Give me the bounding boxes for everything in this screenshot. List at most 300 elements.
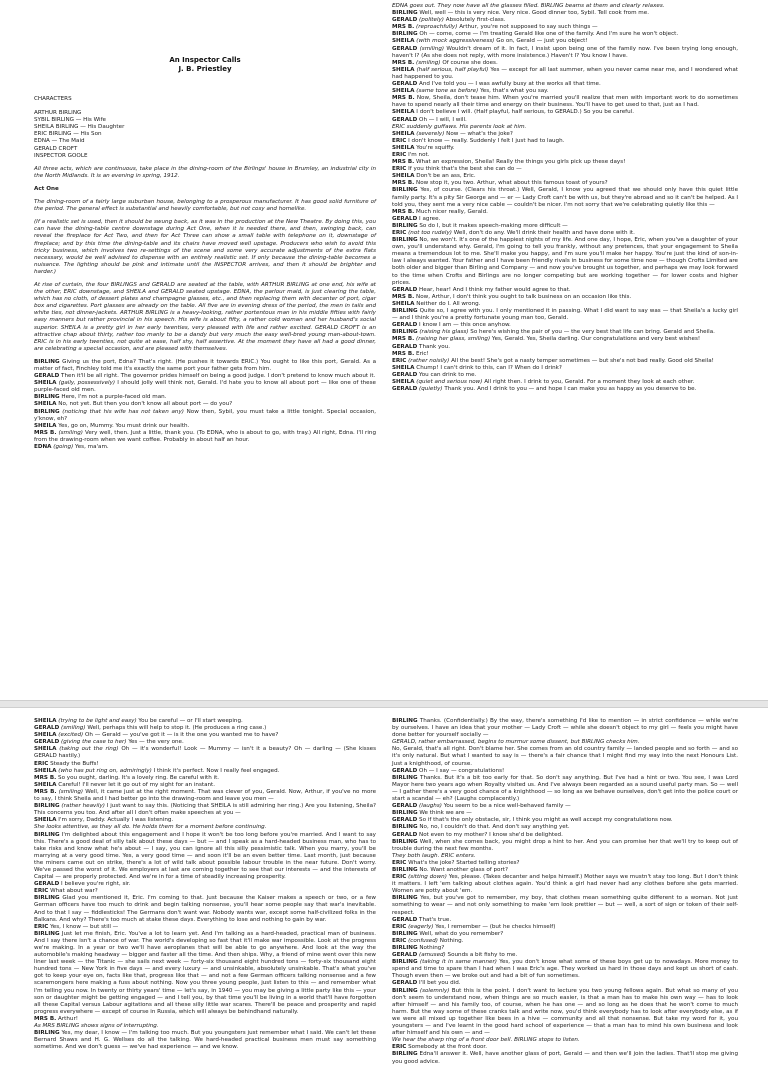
dialogue-text: Chump! I can't drink to this, can I? When do I drink? (416, 364, 562, 371)
character-entry: INSPECTOR GOOLE (34, 152, 88, 159)
speaker-name: SHEILA (392, 66, 415, 73)
speaker-name: ERIC (392, 357, 407, 364)
character-entry: SHEILA BIRLING — His Daughter (34, 124, 125, 131)
dialogue-line (392, 216, 738, 223)
dialogue-line (392, 209, 738, 216)
speaker-name: SHEILA (392, 109, 415, 116)
dialogue-text: All the best! She's got a nasty temper sometimes — but she's not bad really. Good old Sheila! (451, 357, 714, 364)
dialogue-line (392, 131, 738, 138)
dialogue-text: Yes, my dear, I know — I'm talking too much. But you youngsters just remember what I said. We can't let these Bernard Shaws and H. G. Wellses do all the talking. We hard-headed practical business men must say something sometime. And we don't guess — we've had experience — and we know. (34, 1030, 377, 1051)
stage-direction: (rather heavily) (61, 803, 105, 810)
dialogue-line (392, 81, 738, 88)
dialogue-line (392, 739, 738, 746)
act-heading: Act One (34, 185, 59, 192)
dialogue-text: Now then, Sybil, you must take a little tonight. Special occasion, y'know, eh? (34, 408, 376, 422)
stage-direction: (smiling) (416, 59, 441, 66)
dialogue-text: Now — what's the joke? (446, 130, 513, 137)
page-1-left-column (34, 78, 376, 451)
dialogue-text: Yes, you don't know what some of these boys get up to nowadays. More money to spend and time to spare than I had when I was Eric's age. They worked us hard in those days and kept us short of cash. Though even then — we broke out and had a bit of fun sometimes. (392, 959, 739, 980)
character-entry: ARTHUR BIRLING (34, 110, 82, 117)
character-entry: EDNA — The Maid (34, 138, 85, 145)
stage-direction: They both laugh. ERIC enters. (392, 852, 476, 859)
speaker-name: BIRLING (392, 959, 418, 966)
dialogue-line (392, 746, 738, 767)
dialogue-text: Here, I'm not a purple-faced old man. (61, 394, 167, 401)
speaker-name: SHEILA (392, 88, 415, 95)
dialogue-line (392, 867, 738, 874)
dialogue-line (34, 1030, 376, 1051)
characters-list (34, 110, 376, 160)
speaker-name: MRS B. (392, 208, 415, 215)
dialogue-line (392, 839, 738, 853)
dialogue-text: I don't believe I will. (Half playful, half serious, to GERALD.) So you be careful. (416, 109, 635, 116)
dialogue-line (392, 230, 738, 237)
speaker-name: BIRLING (34, 930, 60, 937)
speaker-name: ERIC (392, 151, 407, 158)
dialogue-text: Not even to my mother? I know she'd be delighted. (419, 831, 563, 838)
dialogue-text: Just let me finish, Eric. You've a lot to learn yet. And I'm talking as a hard-headed, practical man of business. And I say there isn't a chance of war. The world's developing so fast that it'll make war impossible. Look at the progress we're making. In a year or two we'll have aeroplanes that will be able to go anywhere. And look at the way the automobile's making headway — bigger and faster all the time. And then ships. Why, a friend of mine went over this new liner last week — the Titanic — she sails next week — forty-six thousand eight hundred tons — forty-six thousand eight hundred tons — New York in five days — and every luxury — and unsinkable, absolutely unsinkable. That's what you've got to keep your eye on, facts like that, progress like that — and not a few German officers talking nonsense and a few scaremongers here making a fuss about nothing. Now you three young people, just listen to this — and remember what I'm telling you now. In twenty or thirty years' time — let's say, in 1940 — you may be giving a little party like this — your son or daughter might be getting engaged — and I tell you, by that time you'll be living in a world that'll have forgotten all these Capital versus Labour agitations and all these silly little war scares. There'll be peace and prosperity and rapid progress everywhere — except of course in Russia, which will always be behindhand naturally. (34, 930, 376, 1015)
dialogue-text: Well, when she comes back, you might drop a hint to her. And you can promise her that we'll try to keep out of trouble during the next few months. (392, 838, 739, 852)
dialogue-text: I should jolly well think not, Gerald. I'd hate you to know all about port — like one of these purple-faced old men. (34, 380, 376, 394)
speaker-name: ERIC (34, 760, 49, 767)
dialogue-line (392, 336, 738, 343)
document-title: An Inspector Calls (169, 56, 241, 64)
dialogue-line (392, 924, 738, 931)
speaker-name: SHEILA (392, 144, 415, 151)
dialogue-text: What an expression, Sheila! Really the things you girls pick up these days! (416, 159, 626, 166)
speaker-name: SHEILA (34, 718, 57, 724)
speaker-name: BIRLING (34, 1030, 60, 1037)
dialogue-line (392, 329, 738, 336)
dialogue-text: I'll bet you did. (419, 980, 461, 987)
dialogue-text: Thanks. But it's a bit too early for that. So don't say anything. But I've had a hint or two. You see, I was Lord Mayor here two years ago when Royalty visited us. And I've always been regarded as a sound useful party man. So — well — I gather there's a very good chance of a knighthood — so long as we behave ourselves, don't get into the police court or start a scandal — eh? (Laughs complacently.) (392, 774, 739, 803)
speaker-name: GERALD (392, 916, 418, 923)
dialogue-line (34, 725, 376, 732)
dialogue-line (392, 824, 738, 831)
dialogue-line (392, 372, 738, 379)
dialogue-text: Thank you. And I drink to you — and hope I can make you as happy as you deserve to be. (444, 386, 697, 393)
stage-direction: ERIC suddenly guffaws. His parents look at him. (392, 123, 527, 130)
dialogue-text: Quite so, I agree with you. I only mentioned it in passing. What I did want to say was — that Sheila's a lucky girl — and I think you're a pretty fortunate young man too, Gerald. (392, 308, 738, 322)
speaker-name: GERALD (392, 45, 418, 52)
dialogue-line (34, 931, 376, 1016)
stage-direction: (smiling) (58, 788, 84, 795)
dialogue-line (392, 980, 738, 987)
dialogue-line (34, 444, 376, 451)
speaker-name: ERIC (392, 230, 407, 236)
speaker-name: SHEILA (34, 746, 57, 753)
setting-note: All three acts, which are continuous, take place in the dining-room of the Birlings' house in Brumley, an industrial city in the North Midlands. It is an evening in spring, 1912. (34, 165, 376, 179)
dialogue-line (34, 746, 376, 760)
speaker-name: GERALD (34, 881, 60, 888)
dialogue-text: I think it's perfect. Now I really feel engaged. (153, 767, 280, 774)
dialogue-text: No, we won't. It's one of the happiest nights of my life. And one day, I hope, Eric, when you've a daughter of your own, you'll understand why. Gerald, I'm going to tell you frankly, without any pretences, that your engagement to Sheila means a tremendous lot to me. She'll make you happy, and I'm sure you'll make her happy. You're just the kind of son-in-law I always wanted. Your father and I have been friendly rivals in business for some time now — though Crofts Limited are both older and bigger than Birling and Company — and now you've brought us together, and perhaps we may look forward to the time when Crofts and Birlings are no longer competing but are working together — for lower costs and higher prices. (392, 237, 738, 286)
speaker-name: GERALD (392, 286, 418, 293)
stage-direction: GERALD, rather embarrassed, begins to murmur some dissent, but BIRLING checks him. (392, 739, 640, 746)
dialogue-text: You be careful — or I'll start weeping. (138, 718, 243, 724)
dialogue-text: Yes, that's what you say. (480, 88, 549, 95)
dialogue-text: No. Want another glass of port? (419, 866, 508, 873)
dialogue-text: Oh — Gerald — you've got it — is it the one you wanted me to have? (85, 732, 279, 739)
dialogue-text: I'm not. (408, 151, 430, 158)
dialogue-line (392, 365, 738, 372)
stage-direction: (smiling) (58, 429, 83, 436)
dialogue-text: No, no, I couldn't do that. And don't say anything yet. (419, 824, 570, 831)
speaker-name: MRS B. (34, 429, 57, 436)
dialogue-line (34, 768, 376, 775)
dialogue-text: So if that's the only obstacle, sir, I think you might as well accept my congratulations now. (419, 817, 673, 824)
dialogue-text: I'm sorry, Daddy. Actually I was listening. (58, 817, 174, 824)
dialogue-text: Yes — the very one. (128, 739, 184, 746)
dialogue-line (392, 223, 738, 230)
dialogue-line (392, 931, 738, 938)
speaker-name: BIRLING (392, 895, 418, 902)
speaker-name: BIRLING (34, 895, 60, 902)
dialogue-line (34, 761, 376, 768)
dialogue-line (392, 952, 738, 959)
dialogue-text: You can drink to me. (419, 371, 477, 378)
speaker-name: BIRLING (34, 803, 60, 810)
dialogue-text: No, Gerald, that's all right. Don't blame her. She comes from an old country family — landed people and so forth — and so it's only natural. But what I wanted to say is — there's a fair chance that I might find my way into the next Honours List. Just a knighthood, of course. (392, 746, 738, 767)
dialogue-line (392, 768, 738, 775)
dialogue-line (392, 109, 738, 116)
stage-direction: (excited) (58, 732, 84, 739)
stage-direction: (smiling) (61, 725, 86, 732)
dialogue-text: Neither do I. All wrong. (416, 300, 481, 307)
speaker-name: BIRLING (34, 831, 60, 838)
speaker-name: MRS B. (392, 95, 415, 102)
speaker-name: BIRLING (392, 187, 418, 194)
speaker-name: SHEILA (392, 364, 415, 371)
dialogue-line (392, 117, 738, 124)
dialogue-line (392, 895, 738, 916)
dialogue-text: Oh — I say — congratulations! (419, 767, 505, 774)
dialogue-line (34, 423, 376, 430)
speaker-name: SHEILA (34, 732, 57, 739)
stage-direction: (taking out the ring) (59, 746, 119, 753)
dialogue-line (392, 145, 738, 152)
dialogue-line (392, 775, 738, 803)
speaker-name: BIRLING (34, 394, 60, 401)
speaker-name: GERALD (392, 215, 418, 222)
speaker-name: MRS B. (392, 350, 415, 357)
speaker-name: GERALD (34, 373, 60, 380)
dialogue-line (34, 380, 376, 394)
speaker-name: SHEILA (392, 378, 415, 385)
dialogue-line (392, 166, 738, 173)
speaker-name: ERIC (34, 888, 49, 895)
speaker-name: MRS B. (392, 159, 415, 166)
dialogue-text: Well, well — this is very nice. Very nice. Good dinner too, Sybil. Tell cook from me. (419, 10, 649, 17)
dialogue-text: Yes, please. (Takes decanter and helps himself.) Mother says we mustn't stay too long. But I don't think it matters. I left 'em talking about clothes again. You'd think a girl had never had any clothes before she gets married. Women are potty about 'em. (392, 874, 738, 895)
stage-direction: (politely) (419, 17, 444, 24)
speaker-name: SHEILA (392, 130, 415, 137)
dialogue-line (34, 401, 376, 408)
dialogue-line (34, 789, 376, 803)
stage-direction: (raising her glass, smiling) (416, 336, 491, 343)
stage-direction: (smiling) (419, 45, 445, 52)
dialogue-line (34, 803, 376, 817)
dialogue-line (392, 817, 738, 824)
dialogue-text: Go on, Gerald — just you object! (496, 38, 588, 45)
dialogue-line (392, 860, 738, 867)
stage-direction: (who has put ring on, admiringly) (58, 767, 152, 774)
dialogue-line (392, 138, 738, 145)
dialogue-line (34, 782, 376, 789)
dialogue-line (392, 344, 738, 351)
stage-direction: (sitting down) (408, 874, 447, 881)
dialogue-line (34, 409, 376, 423)
dialogue-text: Then it'll be all right. The governor prides himself on being a good judge. I don't pretend to know much about it. (61, 373, 376, 380)
speaker-name: GERALD (392, 817, 418, 824)
dialogue-text: Oh — it's wonderful! Look — Mummy — isn't it a beauty? Oh — darling — (She kisses GERALD hastily.) (34, 746, 376, 760)
document-author: J. B. Priestley (178, 65, 232, 73)
dialogue-text: Giving us the port, Edna? That's right. (He pushes it towards ERIC.) You ought to like this port, Gerald. As a matter of fact, Finchley told me it's exactly the same port your father gets from him. (34, 358, 376, 372)
speaker-name: SHEILA (392, 173, 415, 180)
dialogue-text: Yes — except for all last summer, when you never came near me, and I wondered what had happened to you. (392, 66, 738, 80)
dialogue-block (392, 718, 738, 1066)
dialogue-line (392, 301, 738, 308)
dialogue-line (392, 386, 738, 393)
dialogue-line (392, 322, 738, 329)
speaker-name: SHEILA (34, 380, 57, 387)
dialogue-text: Glad you mentioned it, Eric. I'm coming to that. Just because the Kaiser makes a speech or two, or a few German officers have too much to drink and begin talking nonsense, you'll hear some people say that war's inevitable. And to that I say — fiddlesticks! The Germans don't want war. Nobody wants war, except some half-civilized folks in the Balkans. And why? There's too much at stake these days. Everything to lose and nothing to gain by war. (34, 895, 377, 923)
dialogue-line (34, 881, 376, 888)
dialogue-line (34, 373, 376, 380)
speaker-name: SHEILA (392, 38, 415, 45)
dialogue-line (392, 60, 738, 67)
dialogue-text: Steady the Buffs! (50, 760, 99, 767)
dialogue-text: I know I am — this once anyhow. (419, 322, 511, 329)
dialogue-line (392, 180, 738, 187)
dialogue-line (392, 832, 738, 839)
stage-direction: (reproachfully) (416, 24, 458, 31)
dialogue-line (34, 888, 376, 895)
speaker-name: GERALD (34, 725, 60, 732)
dialogue-line (392, 853, 738, 860)
dialogue-text: Of course she does. (442, 59, 498, 66)
dialogue-line (392, 294, 738, 301)
speaker-name: BIRLING (392, 866, 418, 873)
dialogue-text: You seem to be a nice well-behaved family — (443, 803, 571, 810)
dialogue-text: Arthur! (58, 1015, 78, 1022)
stage-direction: (raising his glass) (419, 329, 469, 336)
dialogue-text: Arthur, you're not supposed to say such things — (459, 24, 598, 31)
dialogue-line (392, 917, 738, 924)
speaker-name: MRS B. (392, 59, 415, 66)
dialogue-line (392, 187, 738, 208)
stage-direction: (trying to be light and easy) (58, 718, 137, 724)
speaker-name: GERALD (392, 322, 418, 329)
speaker-name: BIRLING (392, 810, 418, 817)
dialogue-block (392, 3, 738, 393)
dialogue-line (34, 739, 376, 746)
dialogue-line (392, 67, 738, 81)
dialogue-line (392, 124, 738, 131)
stage-direction: The dining-room of a fairly large suburban house, belonging to a prosperous manufacturer. It has good solid furniture of the period. The general effect is substantial and heavily comfortable, but not cosy and homelike. (34, 199, 376, 213)
speaker-name: EDNA (34, 444, 52, 451)
speaker-name: MRS B. (392, 24, 415, 31)
dialogue-text: Don't be an ass, Eric. (416, 173, 476, 180)
speaker-name: GERALD (392, 980, 418, 987)
dialogue-text: So do I, but it makes speech-making more difficult — (419, 222, 568, 229)
dialogue-line (392, 95, 738, 109)
dialogue-text: So you ought, darling. It's a lovely ring. Be careful with it. (58, 774, 220, 781)
speaker-name: GERALD (392, 386, 418, 393)
dialogue-text: I just want to say this. (Noticing that SHEILA is still admiring her ring.) Are you listening, Sheila? This concerns you too. And after all I don't often make speeches at you — (34, 803, 377, 817)
dialogue-line (392, 358, 738, 365)
page-separator (0, 700, 768, 708)
dialogue-text: Now stop it, you two. Arthur, what about this famous toast of yours? (416, 180, 608, 187)
speaker-name: BIRLING (392, 1051, 418, 1058)
dialogue-text: I agree. (419, 215, 441, 222)
speaker-name: GERALD (392, 343, 418, 350)
dialogue-text: We think we are — (419, 810, 472, 817)
dialogue-line (34, 394, 376, 401)
stage-direction: (laughs) (419, 803, 442, 810)
speaker-name: MRS B. (34, 774, 57, 781)
dialogue-text: Yes, but you've got to remember, my boy, that clothes mean something quite different to a woman. Not just something to wear — and not only something to make 'em look prettier — but — well, a sort of sign or token of their self-respect. (392, 895, 739, 916)
dialogue-text: Yes, go on, Mummy. You must drink our health. (58, 422, 190, 429)
speaker-name: ERIC (392, 137, 407, 144)
speaker-name: BIRLING (392, 945, 418, 951)
dialogue-text: But this is the point. I don't want to lecture you two young fellows again. But what so many of you don't seem to understand now, when things are so much easier, is that a man has to make his own way — has to look after himself — and his family too, of course, when he has one — and so long as he does that he won't come to much harm. But the way some of these cranks talk and write now, you'd think everybody has to look after everybody else, as if we were all mixed up together like bees in a hive — community and all that nonsense. But take my word for it, you youngsters — and I've learnt in the good hard school of experience — that a man has to mind his own business and look after himself and his own — and — (392, 987, 738, 1037)
stage-direction: (confused) (408, 937, 438, 944)
dialogue-line (392, 803, 738, 810)
dialogue-line (34, 430, 376, 444)
dialogue-line (392, 718, 738, 739)
dialogue-text: Careful! I'll never let it go out of my sight for an instant. (58, 781, 216, 788)
dialogue-line (392, 159, 738, 166)
speaker-name: BIRLING (392, 222, 418, 229)
dialogue-text: Oh — come, come — I'm treating Gerald like one of the family. And I'm sure he won't object. (419, 31, 679, 38)
dialogue-line (392, 945, 738, 952)
speaker-name: BIRLING (34, 408, 60, 415)
speaker-name: BIRLING (392, 10, 418, 17)
speaker-name: BIRLING (34, 358, 60, 365)
page-1-right-column (392, 3, 738, 393)
dialogue-text: Much nicer really, Gerald. (416, 208, 488, 215)
dialogue-text: Yes, ma'am. (75, 444, 109, 451)
dialogue-text: Well, what do you remember? (419, 930, 504, 937)
dialogue-text: Well, don't do any. We'll drink their health and have done with it. (453, 230, 635, 236)
dialogue-line (392, 1051, 738, 1065)
dialogue-line (392, 351, 738, 358)
speaker-name: MRS B. (392, 336, 415, 343)
dialogue-line (34, 732, 376, 739)
speaker-name: ERIC (392, 937, 407, 944)
dialogue-text: Hear, hear! And I think my father would agree to that. (419, 286, 571, 293)
dialogue-text: And I've told you — I was awfully busy at the works all that time. (419, 81, 601, 88)
stage-direction: (taking it in same manner) (419, 959, 497, 966)
dialogue-text: Yes, I remember — (but he checks himself) (435, 923, 556, 930)
dialogue-text: Yes, I know — but still — (50, 923, 119, 930)
dialogue-text: Thank you. (419, 343, 451, 350)
dialogue-line (34, 817, 376, 824)
dialogue-text: Eric! (416, 350, 429, 357)
stage-direction: She looks attentive, as they all do. He holds them for a moment before continuing. (34, 824, 267, 831)
speaker-name: MRS B. (392, 293, 415, 300)
speaker-name: MRS B. (392, 180, 415, 187)
dialogue-line (392, 1037, 738, 1044)
document-page-2 (0, 708, 768, 1065)
speaker-name: SHEILA (34, 767, 57, 774)
stage-direction: As MRS BIRLING shows signs of interrupting. (34, 1023, 159, 1030)
stage-direction: (eagerly) (408, 923, 434, 930)
dialogue-line (34, 359, 376, 373)
speaker-name: GERALD (392, 17, 418, 24)
dialogue-line (392, 988, 738, 1038)
page-2-left-column (34, 718, 376, 1051)
speaker-name: BIRLING (392, 838, 418, 845)
dialogue-line (392, 938, 738, 945)
speaker-name: BIRLING (392, 237, 418, 244)
dialogue-line (392, 38, 738, 45)
dialogue-line (392, 874, 738, 895)
stage-direction: At rise of curtain, the four BIRLINGS and GERALD are seated at the table, with ARTHUR BIRLING at one end, his wife at the other, ERIC downstage, and SHEILA and GERALD seated upstage. EDNA, the parlour maid, is just clearing the table, which has no cloth, of dessert plates and champagne glasses, etc., and then replacing them with decanter of port, cigar box and cigarettes. Port glasses are already on the table. All five are in evening dress of the period, the men in tails and white ties, not dinner-jackets. ARTHUR BIRLING is a heavy-looking, rather portentous man in his middle fifties with fairly easy manners but rather provincial in his speech. His wife is about fifty, a rather cold woman and her husband's social superior. SHEILA is a pretty girl in her early twenties, very pleased with life and rather excited. GERALD CROFT is an attractive chap about thirty, rather too manly to be a dandy but very much the easy well-bred young man-about-town. ERIC is in his early twenties, not quite at ease, half shy, half assertive. At the moment they have all had a good dinner, are celebrating a special occasion, and are pleased with themselves. (34, 281, 376, 352)
stage-direction: EDNA goes out. They now have all the glasses filled. BIRLING beams at them and clearly relaxes. (392, 3, 665, 9)
dialogue-line (392, 237, 738, 287)
dialogue-text: Yes, Gerald. Yes, Sheila darling. Our congratulations and very best wishes! (491, 336, 701, 343)
speaker-name: GERALD (392, 767, 418, 774)
stage-direction: (same tone as before) (416, 88, 479, 95)
speaker-name: GERALD (34, 739, 60, 746)
dialogue-line (34, 824, 376, 831)
dialogue-text: Somebody at the front door. (408, 1044, 487, 1051)
stage-direction: (If a realistic set is used, then it should be swung back, as it was in the production at the New Theatre. By doing this, you can have the dining-table centre downstage during Act One, when it is needed there, and then, swinging back, can reveal the fireplace for Act Two, and then for Act Three can show a small table with telephone on it, downstage of fireplace; and by this time the dining-table and its chairs have moved well upstage. Producers who wish to avoid this tricky business, which involves two re-settings of the scene and some very accurate adjustments of the extra flats necessary, would be well advised to dispense with an entirely realistic set. If only because the dining-table becomes a nuisance. The lighting should be pink and intimate until the INSPECTOR arrives, and then it should be brighter and harder.) (34, 219, 376, 275)
dialogue-text: Sounds a bit fishy to me. (447, 952, 518, 959)
dialogue-line (392, 17, 738, 24)
speaker-name: BIRLING (392, 329, 418, 336)
stage-directions (34, 199, 376, 353)
speaker-name: GERALD (392, 371, 418, 378)
speaker-name: SHEILA (34, 781, 57, 788)
speaker-name: ERIC (392, 874, 407, 881)
stage-direction: (with mock aggressiveness) (416, 38, 495, 45)
stage-direction: (giving the case to her) (61, 739, 127, 746)
dialogue-line (34, 775, 376, 782)
dialogue-text: Well, it came just at the right moment. That was clever of you, Gerald. Now, Arthur, if you've no more to say, I think Sheila and I had better go into the drawing-room and leave you men — (34, 788, 377, 803)
speaker-name: SHEILA (392, 300, 415, 307)
dialogue-line (34, 895, 376, 923)
dialogue-text: I'm delighted about this engagement and I hope it won't be too long before you're married. And I want to say this. There's a good deal of silly talk about these days — but — and I speak as a hard-headed business man, who has to take risks and know what he's about — I say, you can ignore all this silly pessimistic talk. When you marry, you'll be marrying at a very good time. Yes, a very good time — and soon it'll be an even better time. Last month, just because the miners came out on strike, there's a lot of wild talk about possible labour trouble in the near future. Don't worry. We've passed the worst of it. We employers at last are coming together to see that our interests — and the interests of Capital — are properly protected. And we're in for a time of steadily increasing prosperity. (34, 831, 376, 881)
speaker-name: MRS B. (34, 788, 57, 795)
dialogue-text: Yes, of course. (Clears his throat.) Well, Gerald, I know you agreed that we should only have this quiet little family party. It's a pity Sir George and — er — Lady Croft can't be with us, but they're abroad and so it can't be helped. As I told you, they sent me a very nice cable — couldn't be nicer. I'm not sorry that we're celebrating quietly like this — (392, 187, 739, 208)
dialogue-text: Absolutely first-class. (445, 17, 506, 24)
dialogue-text: No, not yet. But then you don't know all about port — do you? (58, 401, 233, 408)
stage-direction: (going) (53, 444, 74, 451)
speaker-name: BIRLING (392, 930, 418, 937)
dialogue-line (392, 173, 738, 180)
dialogue-line (392, 46, 738, 60)
dialogue-text: You're squiffy. (416, 144, 455, 151)
stage-direction: (quiet and serious now) (416, 378, 483, 385)
dialogue-line (392, 308, 738, 322)
dialogue-text: Thanks. (Confidentially.) By the way, there's something I'd like to mention — in strict confidence — while we're by ourselves. I have an idea that your mother — Lady Croft — while she doesn't object to my girl — feels you might have done better for yourself socially — (392, 718, 739, 739)
speaker-name: MRS B. (34, 1015, 57, 1022)
speaker-name: GERALD (392, 81, 418, 88)
speaker-name: ERIC (34, 923, 49, 930)
dialogue-text: Wouldn't dream of it. In fact, I insist upon being one of the family now. I've been trying long enough, haven't I? (As she does not reply, with more insistence.) Haven't I? You know I have. (392, 45, 739, 59)
speaker-name: SHEILA (34, 401, 57, 408)
speaker-name: SHEILA (34, 422, 57, 429)
speaker-name: BIRLING (392, 774, 418, 781)
dialogue-line (34, 832, 376, 882)
speaker-name: ERIC (392, 859, 407, 866)
dialogue-text: If you think that's the best she can do — (408, 166, 522, 173)
stage-direction: We hear the sharp ring of a front door bell. BIRLING stops to listen. (392, 1037, 580, 1044)
speaker-name: BIRLING (392, 824, 418, 831)
